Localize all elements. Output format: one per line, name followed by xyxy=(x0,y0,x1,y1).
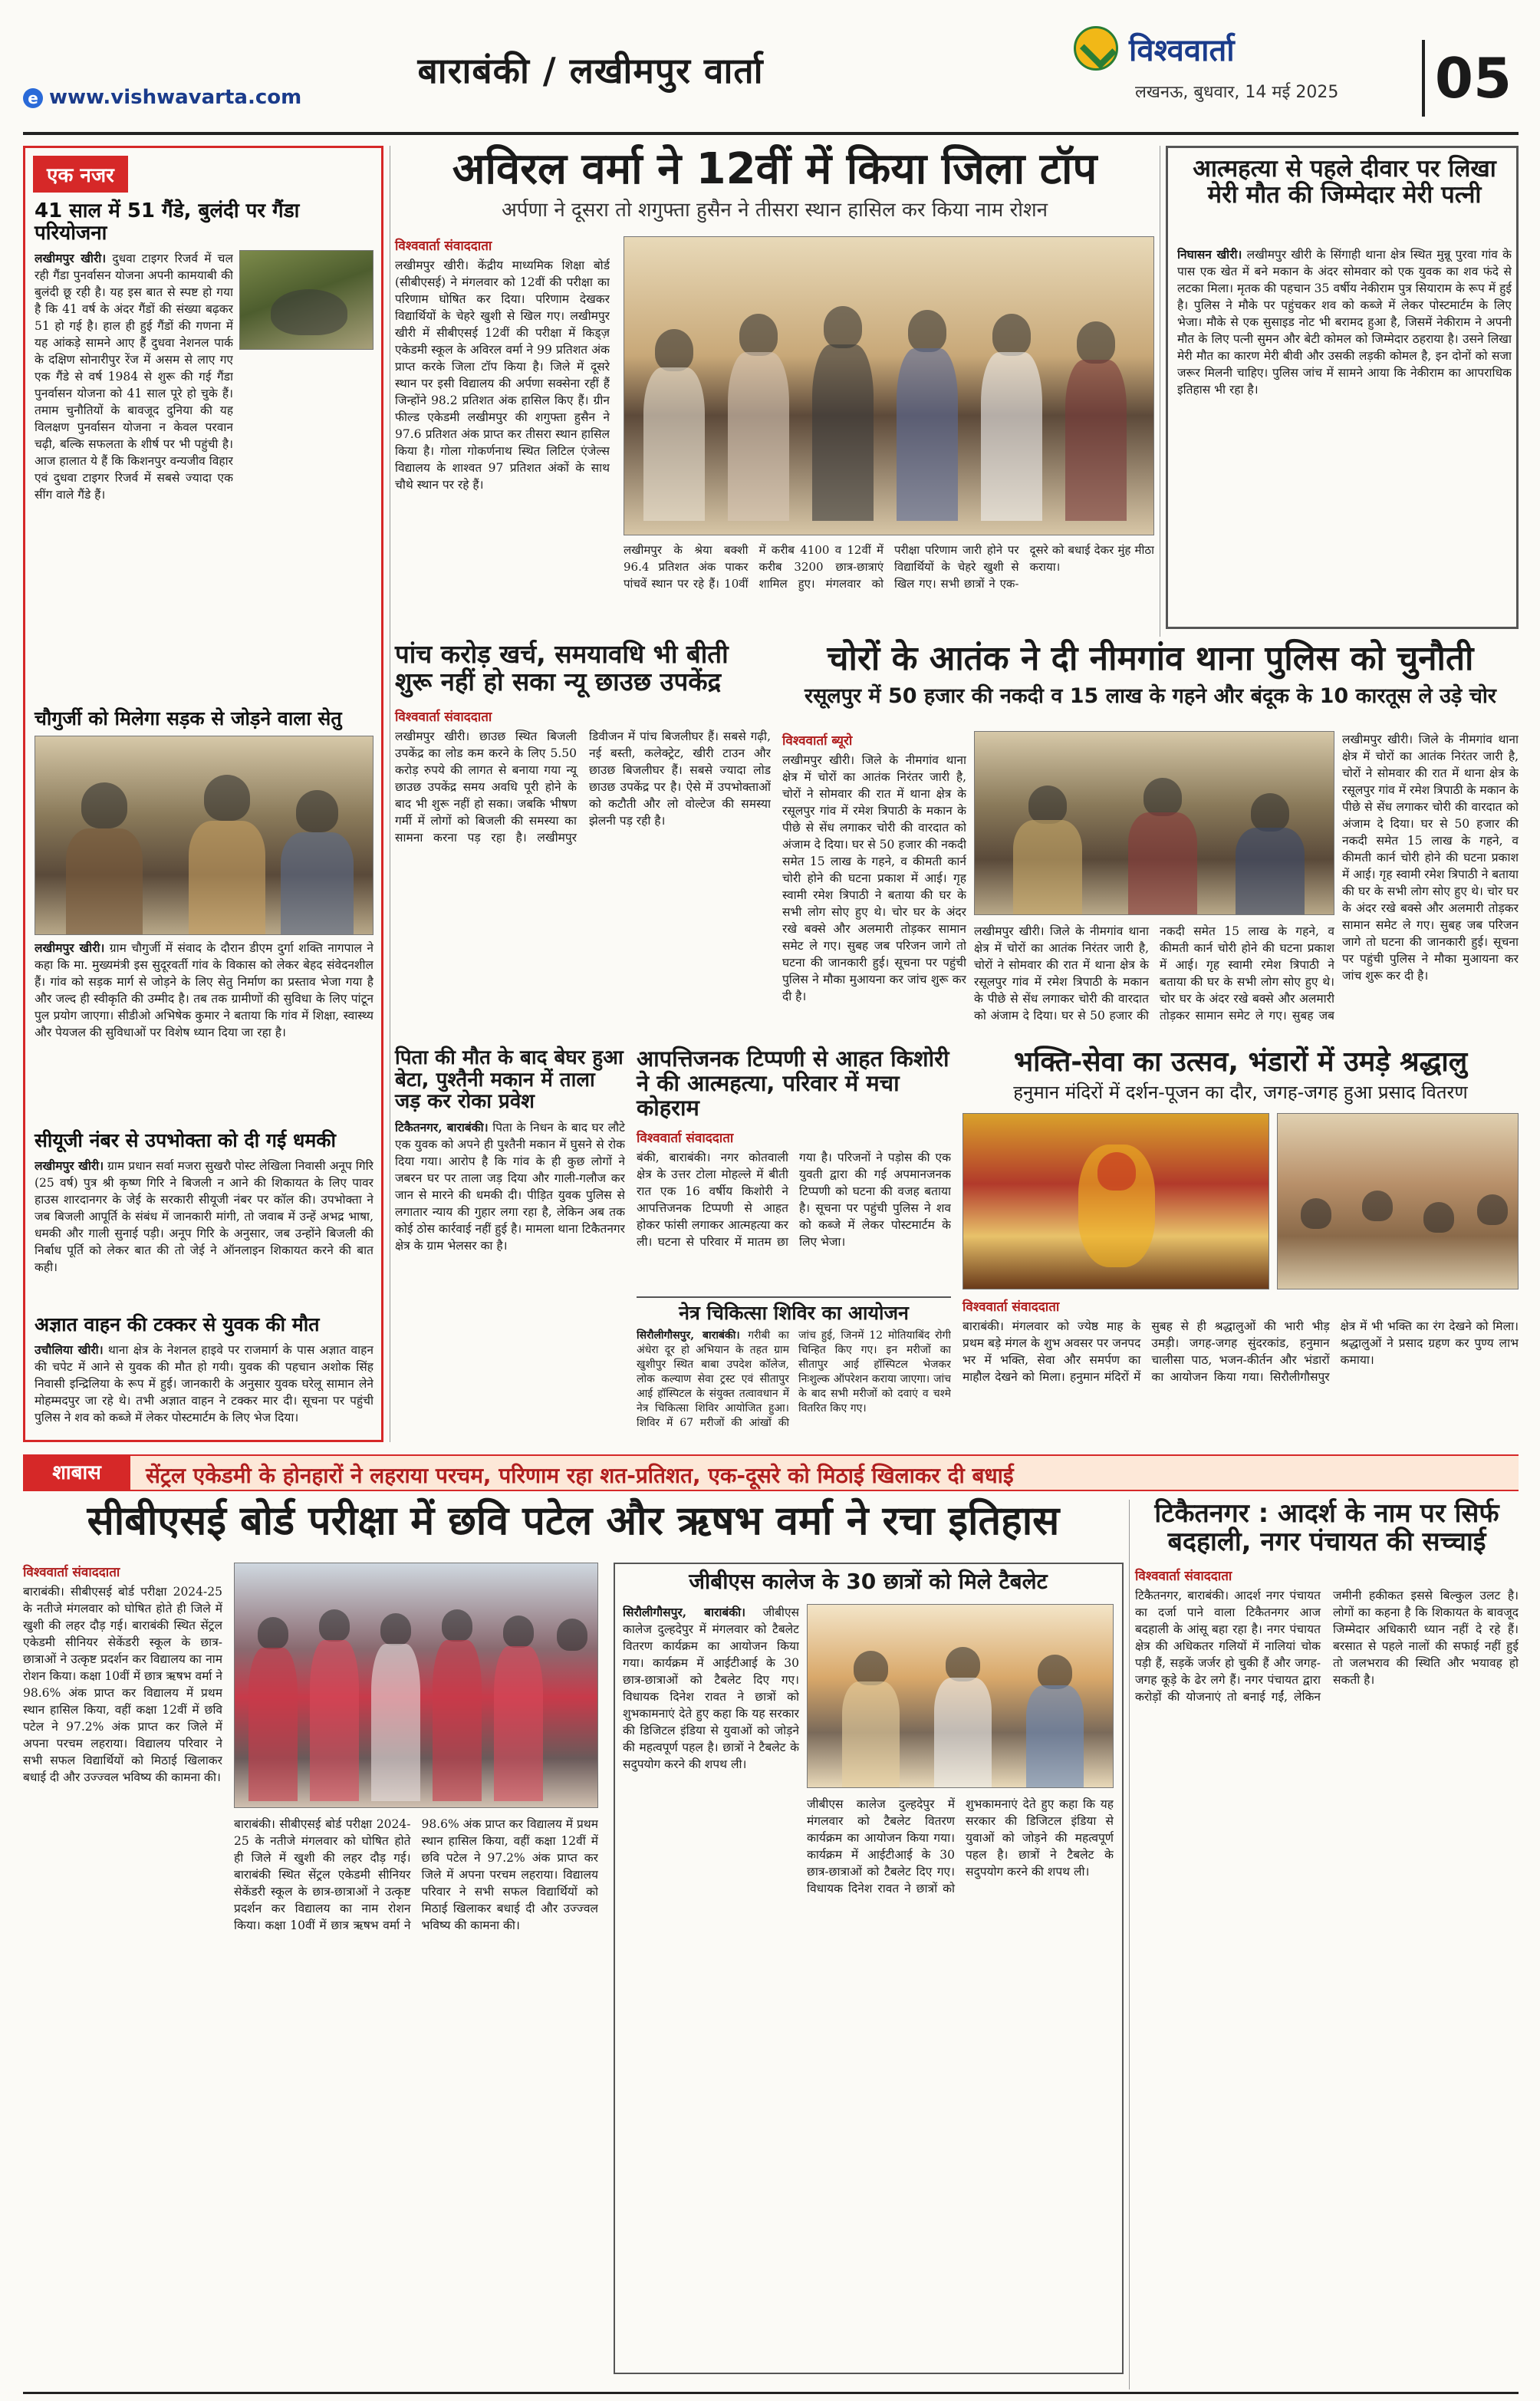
story-text: बंकी, बाराबंकी। नगर कोतवाली क्षेत्र के उत्तर टोला मोहल्ले में बीती रात एक 16 वर्षीय किशोरी ने आपत्तिजनक टिप्पणी से आहत होकर फांसी लगाकर आत्महत्या कर ली। घटना से परिवार में मातम छा गया है। परिजनों ने पड़ोस की एक युवती द्वारा की गई अपमानजनक टिप्पणी को घटना की वजह बताया है। सूचना पर पहुंची पुलिस ने शव को कब्जे में लेकर पोस्टमार्टम के लिए भेजा। xyxy=(637,1150,951,1249)
brand xyxy=(1074,26,1235,71)
tablet-text-cont: जीबीएस कालेज दुल्हदेपुर में मंगलवार को टैबलेट वितरण कार्यक्रम का आयोजन किया गया। कार्यक्रम में आईटीआई के 30 छात्र-छात्राओं को टैबलेट दिए गए। विधायक दिनेश रावत ने छात्रों को शुभकामनाएं देते हुए कहा कि यह सरकार की डिजिटल इंडिया से युवाओं को जोड़ने की महत्वपूर्ण पहल है। छात्रों ने टैबलेट के सदुपयोग करने की शपथ ली। xyxy=(807,1797,1114,1895)
tablet-box xyxy=(614,1563,1124,2374)
page-number: 05 xyxy=(1422,40,1522,117)
story-substation xyxy=(395,641,771,1039)
story-byline: टिकैतनगर, बाराबंकी। xyxy=(395,1119,489,1135)
byline: विश्ववार्ता संवाददाता xyxy=(395,239,492,254)
story-text: उचौलिया खीरी। थाना क्षेत्र के नेशनल हाइवे पर राजमार्ग के पास अज्ञात वाहन की चपेट में आने से युवक की मौत हो गयी। युवक की पहचान अशोक सिंह निवासी इन्द्रिलिया के रूप में हुई। जानकारी के अनुसार युवक घरेलू सामान लेने मोहम्मदपुर जा रहे थे। तभी अज्ञात वाहन ने टक्कर मार दी। सूचना पर पहुंची पुलिस ने शव को कब्जे में लेकर पोस्टमार्टम के लिए भेज दिया। xyxy=(35,1342,373,1424)
thieves-photo xyxy=(974,731,1334,915)
meeting-photo xyxy=(35,736,373,935)
story-rhino xyxy=(35,200,373,695)
byline: विश्ववार्ता संवाददाता xyxy=(962,1299,1060,1315)
section-title: बाराबंकी / लखीमपुर वार्ता xyxy=(417,50,764,91)
story-text: बाराबंकी। मंगलवार को ज्येष्ठ माह के प्रथम बड़े मंगल के शुभ अवसर पर जनपद भर में भक्ति, सेवा और समर्पण का माहौल देखने को मिला। हनुमान मंदिरों में सुबह से ही श्रद्धालुओं की भारी भीड़ उमड़ी। जगह-जगह सुंदरकांड, हनुमान चालीसा पाठ, भजन-कीर्तन और भंडारों का आयोजन किया गया। सिरौलीगौसपुर क्षेत्र में भी भक्ति का रंग देखने को मिला। श्रद्धालुओं ने प्रसाद ग्रहण कर पुण्य लाभ कमाया। xyxy=(962,1319,1519,1384)
cbse-text-cont: बाराबंकी। सीबीएसई बोर्ड परीक्षा 2024-25 के नतीजे मंगलवार को घोषित होते ही जिले में खुशी की लहर दौड़ गई। बाराबंकी स्थित सेंट्रल एकेडमी सीनियर सेकेंडरी स्कूल के छात्र-छात्राओं ने उत्कृष्ट प्रदर्शन कर विद्यालय का नाम रोशन किया। कक्षा 10वीं में छात्र ऋषभ वर्मा ने 98.6% अंक प्राप्त कर विद्यालय में प्रथम स्थान हासिल किया, वहीं कक्षा 12वीं में छवि पटेल ने 97.2% अंक प्राप्त कर जिले में अपना परचम लहराया। विद्यालय परिवार ने सभी सफल विद्यार्थियों को मिठाई खिलाकर बधाई दी और उज्ज्वल भविष्य की कामना की। xyxy=(234,1817,598,1932)
lead-subheadline: अर्पणा ने दूसरा तो शगुफ्ता हुसैन ने तीसरा स्थान हासिल कर किया नाम रोशन xyxy=(501,198,1048,222)
story-headline: टिकैतनगर : आदर्श के नाम पर सिर्फ बदहाली, नगर पंचायत की सच्चाई xyxy=(1154,1498,1499,1558)
story-headline: आत्महत्या से पहले दीवार पर लिखा मेरी मौत की जिम्मेदार मेरी पत्नी xyxy=(1193,155,1496,209)
story-bridge xyxy=(35,708,373,1116)
story-text: सिरौलीगौसपुर, बाराबंकी। जीबीएस कालेज दुल्हदेपुर में मंगलवार को टैबलेट वितरण कार्यक्रम का आयोजन किया गया। कार्यक्रम में आईटीआई के 30 छात्र-छात्राओं को टैबलेट दिए गए। विधायक दिनेश रावत ने छात्रों को शुभकामनाएं देते हुए कहा कि यह सरकार की डिजिटल इंडिया से युवाओं को जोड़ने की महत्वपूर्ण पहल है। छात्रों ने टैबलेट के सदुपयोग करने की शपथ ली। xyxy=(623,1605,799,1771)
story-accident xyxy=(35,1314,373,1434)
brand-name: विश्ववार्ता xyxy=(1129,32,1235,68)
story-headline: जीबीएस कालेज के 30 छात्रों को मिले टैबलेट xyxy=(689,1569,1048,1594)
site-url[interactable]: e www.vishwavarta.com xyxy=(23,86,301,109)
temple-photo xyxy=(962,1113,1269,1289)
lead-text-col xyxy=(395,236,610,641)
story-headline: नेत्र चिकित्सा शिविर का आयोजन xyxy=(679,1302,909,1324)
story-text: सिरौलीगौसपुर, बाराबंकी। गरीबी का अंधेरा दूर हो अभियान के तहत ग्राम खुशीपुर स्थित बाबा उपदेश कॉलेज, लोक कल्याण सेवा ट्रस्ट एवं सीतापुर आई हॉस्पिटल के संयुक्त तत्वावधान में नेत्र चिकित्सा शिविर आयोजित हुआ। शिविर में 67 मरीजों की आंखों की जांच हुई, जिनमें 12 मोतियाबिंद रोगी चिन्हित किए गए। इन मरीजों का सीतापुर आई हॉस्पिटल भेजकर निःशुल्क ऑपरेशन कराया जाएगा। जांच के बाद सभी मरीजों को दवाएं व चश्मे वितरित किए गए। xyxy=(637,1329,951,1429)
column-rule xyxy=(1129,1500,1130,2389)
logo-icon xyxy=(1074,26,1118,71)
toppers-photo xyxy=(624,236,1154,535)
tablet-photo xyxy=(807,1604,1114,1788)
lead-text: लखीमपुर खीरी। केंद्रीय माध्यमिक शिक्षा बोर्ड (सीबीएसई) ने मंगलवार को 12वीं की परीक्षा का परिणाम घोषित कर दिया। परिणाम देखकर विद्यार्थियों के चेहरे खुशी से खिल गए। लखीमपुर खीरी में सीबीएसई 12वीं की परीक्षा में किड्ज़ एकेडमी स्कूल के अविरल वर्मा ने 99 प्रतिशत अंक प्राप्त करके जिला टॉप किया है। जिले में दूसरे स्थान पर इसी विद्यालय की अर्पणा सक्सेना रहीं हैं जिन्होंने 98.2 प्रतिशत अंक हासिल किए हैं। ग्रीन फील्ड एकेडमी लखीमपुर की शगुफ्ता हुसैन ने 97.6 प्रतिशत अंक प्राप्त कर तीसरा स्थान हासिल किया है। गोला गोकर्णनाथ स्थित लिटिल एंजेल्स विद्यालय के शाश्वत 97 प्रतिशत अंकों के साथ चौथे स्थान पर रहे हैं। xyxy=(395,259,610,492)
story-text: लखीमपुर खीरी। ग्राम चौगुर्जी में संवाद के दौरान डीएम दुर्गा शक्ति नागपाल ने कहा कि मा. मुख्यमंत्री इस सुदूरवर्ती गांव के विकास को लेकर बेहद संवेदनशील हैं। गांव को सड़क मार्ग से जोड़ने के लिए सेतु निर्माण का प्रस्ताव भेजा गया है और जल्द ही स्वीकृति की उम्मीद है। तब तक ग्रामीणों की सुविधा के लिए पांटून पुल प्रयोग जाएगा। सीडीओ अभिषेक कुमार ने बताया कि गांव में शिक्षा, स्वास्थ्य और पेयजल की सुविधाओं पर विशेष ध्यान दिया जा रहा है। xyxy=(35,940,373,1039)
story-thieves xyxy=(782,641,1519,1039)
story-byline: सिरौलीगौसपुर, बाराबंकी। xyxy=(623,1605,746,1619)
banner-label: शाबास xyxy=(23,1456,130,1490)
thieves-text-col xyxy=(782,731,966,1043)
story-byline: लखीमपुर खीरी। xyxy=(35,1158,104,1173)
bottom-rule xyxy=(23,2392,1519,2394)
story-headline: भक्ति-सेवा का उत्सव, भंडारों में उमड़े श्रद्धालु xyxy=(1013,1046,1468,1078)
banner-text: सेंट्रल एकेडमी के होनहारों ने लहराया परचम, परिणाम रहा शत-प्रतिशत, एक-दूसरे को मिठाई खिलाकर दी बधाई xyxy=(146,1463,1014,1488)
shabas-banner xyxy=(23,1454,1519,1491)
story-headline: सीयूजी नंबर से उपभोक्ता को दी गई धमकी xyxy=(35,1129,336,1151)
story-byline: निघासन खीरी। xyxy=(1177,247,1242,262)
byline: विश्ववार्ता संवाददाता xyxy=(23,1565,120,1580)
story-headline: पांच करोड़ खर्च, समयावधि भी बीती शुरू नहीं हो सका न्यू छाउछ उपकेंद्र xyxy=(395,639,729,697)
story-text: टिकैतनगर, बाराबंकी। आदर्श नगर पंचायत का दर्जा पाने वाला टिकैतनगर आज बदहाली के आंसू बहा रहा है। नगर पंचायत क्षेत्र की अधिकतर गलियों में नालियां चोक पड़ी हैं, सड़कें जर्जर हो चुकी हैं और जगह-जगह कूड़े के ढेर लगे हैं। नगर पंचायत द्वारा करोड़ों की योजनाएं तो बनाई गईं, लेकिन जमीनी हकीकत इससे बिल्कुल उलट है। लोगों का कहना है कि शिकायत के बावजूद जिम्मेदार अधिकारी ध्यान नहीं दे रहे हैं। बरसात से पहले नालों की सफाई नहीं हुई तो जलभराव की स्थिति और भयावह हो सकती है। xyxy=(1135,1588,1519,1704)
story-text-cont2: लखीमपुर खीरी। जिले के नीमगांव थाना क्षेत्र में चोरों का आतंक निरंतर जारी है, चोरों ने सोमवार की रात में थाना क्षेत्र के रसूलपुर गांव में रमेश त्रिपाठी के मकान के पीछे से सेंध लगाकर चोरी की वारदात को अंजाम दे दिया। घर से 50 हजार की नकदी समेत 15 लाख के गहने, व कीमती कार्न चोरी होने की घटना प्रकाश में आई। गृह स्वामी रमेश त्रिपाठी ने बताया की घर के सभी लोग सोए हुए थे। चोर घर के अंदर रखे बक्से और अलमारी तोड़कर सामान समेट ले गए। सुबह जब परिजन जागे तो घटना की जानकारी हुई। सूचना पर पहुंची पुलिस ने मौका मुआयना कर जांच शुरू कर दी है। xyxy=(1342,733,1519,983)
story-text: बाराबंकी। सीबीएसई बोर्ड परीक्षा 2024-25 के नतीजे मंगलवार को घोषित होते ही जिले में खुशी की लहर दौड़ गई। बाराबंकी स्थित सेंट्रल एकेडमी सीनियर सेकेंडरी स्कूल के छात्र-छात्राओं ने उत्कृष्ट प्रदर्शन कर विद्यालय का नाम रोशन किया। कक्षा 10वीं में छात्र ऋषभ वर्मा ने 98.6% अंक प्राप्त कर विद्यालय में प्रथम स्थान हासिल किया, वहीं कक्षा 12वीं में छवि पटेल ने 97.2% अंक प्राप्त कर जिले में अपना परचम लहराया। विद्यालय परिवार ने सभी सफल विद्यार्थियों को मिठाई खिलाकर बधाई दी और उज्ज्वल भविष्य की कामना की। xyxy=(23,1585,222,1784)
story-headline: आपत्तिजनक टिप्पणी से आहत किशोरी ने की आत्महत्या, परिवार में मचा कोहराम xyxy=(637,1046,949,1121)
story-text: लखीमपुर खीरी। ग्राम प्रधान सर्वा मजरा सुखरौ पोस्ट लेखिला निवासी अनूप गिरि (25 वर्ष) पुत्र श्री कृष्ण गिरि ने बिजली न आने की शिकायत के लिए पावर हाउस शारदानगर के जेई के सरकारी सीयूजी नंबर पर कॉल की। उपभोक्ता ने जब बिजली आपूर्ति के संबंध में जानकारी मांगी, तो जवाब में उन्हें अभद्र भाषा, धमकी और गाली सुनाई पड़ी। अनूप गिरि के अनुसार, जब उन्होंने बिजली की निर्बाध पूर्ति को लेकर बात की तो जेई ने ऑनलाइन शिकायत करने की बात कही। xyxy=(35,1158,373,1274)
story-text-cont: लखीमपुर खीरी। जिले के नीमगांव थाना क्षेत्र में चोरों का आतंक निरंतर जारी है, चोरों ने सोमवार की रात में थाना क्षेत्र के रसूलपुर गांव में रमेश त्रिपाठी के मकान के पीछे से सेंध लगाकर चोरी की वारदात को अंजाम दे दिया। घर से 50 हजार की नकदी समेत 15 लाख के गहने, व कीमती कार्न चोरी होने की घटना प्रकाश में आई। गृह स्वामी रमेश त्रिपाठी ने बताया की घर के सभी लोग सोए हुए थे। चोर घर के अंदर रखे बक्से और अलमारी तोड़कर सामान समेट ले गए। सुबह जब xyxy=(974,924,1334,1023)
story-text: टिकैतनगर, बाराबंकी। पिता के निधन के बाद घर लौटे एक युवक को अपने ही पुश्तैनी मकान में घुसने से रोक दिया गया। आरोप है कि गांव के ही कुछ लोगों ने जबरन घर पर ताला जड़ दिया और गाली-गलौज कर जान से मारने की धमकी दी। पीड़ित युवक पुलिस से लगातार न्याय की गुहार लगा रहा है, लेकिन अब तक कोई ठोस कार्रवाई नहीं हुई है। मामला थाना टिकैतनगर क्षेत्र के ग्राम भेलसर का है। xyxy=(395,1119,625,1253)
dateline: लखनऊ, बुधवार, 14 मई 2025 xyxy=(1135,83,1339,102)
cbse-text-col xyxy=(23,1563,222,2381)
story-bhandara xyxy=(962,1047,1519,1446)
masthead xyxy=(0,0,1540,138)
byline: विश्ववार्ता संवाददाता xyxy=(637,1130,734,1146)
story-headline: पिता की मौत के बाद बेघर हुआ बेटा, पुश्तैनी मकान में ताला जड़ कर रोका प्रवेश xyxy=(395,1046,624,1114)
suicide-note-box xyxy=(1166,146,1519,629)
lead-story xyxy=(395,146,1154,629)
story-byline: लखीमपुर खीरी। xyxy=(35,251,107,266)
lead-caption: लखीमपुर के श्रेया बक्शी 96.4 प्रतिशत अंक पाकर पांचवें स्थान पर रहे हैं। 10वीं में करीब 4100 व 12वीं में करीब 3200 छात्र-छात्राएं शामिल हुए। मंगलवार को परीक्षा परिणाम जारी होने पर विद्यार्थियों के चेहरे खुशी से खिल गए। सभी छात्रों ने एक-दूसरे को बधाई देकर मुंह मीठा कराया। xyxy=(624,543,1154,591)
story-headline: सीबीएसई बोर्ड परीक्षा में छवि पटेल और ऋषभ वर्मा ने रचा इतिहास xyxy=(87,1498,1060,1544)
students-photo xyxy=(234,1563,598,1808)
story-text: लखीमपुर खीरी। दुधवा टाइगर रिजर्व में चल रही गैंडा पुनर्वासन योजना अपनी कामयाबी की बुलंदी छू रही है। यह इस बात से स्पष्ट हो गया है कि 41 वर्ष के अंदर गैंडों की संख्या बढ़कर 51 हो गई है। हाल ही हुई गैंडों की गणना में यह आंकड़े सामने आए हैं दुधवा नेशनल पार्क के दक्षिण सोनारीपुर रेंज में असम से लाए गए एक गैंडे से वर्ष 1984 से शुरू की गई गैंडा पुनर्वासन योजना को 41 साल पूरे हो चुके हैं। तमाम चुनौतियों के बावजूद दुनिया की यह विलक्षण पुनर्वासन योजना न केवल परवान चढ़ी, बल्कि सफलता के शीर्ष पर भी पहुंची है। आज हालात ये हैं कि किशनपुर वन्यजीव विहार एवं दुधवा टाइगर रिजर्व में सबसे ज्यादा एक सींग वाले गैंडे हैं। xyxy=(35,251,233,502)
story-threat xyxy=(35,1130,373,1319)
byline: विश्ववार्ता संवाददाता xyxy=(395,709,492,725)
lead-headline: अविरल वर्मा ने 12वीं में किया जिला टॉप xyxy=(452,144,1097,194)
story-byline: सिरौलीगौसपुर, बाराबंकी। xyxy=(637,1329,740,1342)
byline: विश्ववार्ता ब्यूरो xyxy=(782,733,853,749)
story-text: लखीमपुर खीरी। छाउछ स्थित बिजली उपकेंद्र का लोड कम करने के लिए 5.50 करोड़ रुपये की लागत से बनाया गया न्यू छाउछ उपकेंद्र समय अवधि पूरी होने के बाद भी शुरू नहीं हो सका। जबकि भीषण गर्मी में लोगों को बिजली की समस्या का सामना करना पड़ रहा है। लखीमपुर डिवीजन में पांच बिजलीघर हैं। सबसे गढ़ी, नई बस्ती, कलेक्ट्रेट, खीरी टाउन और छाउछ बिजलीघर हैं। सबसे ज्यादा लोड छाउछ उपकेंद्र पर है। ऐसे में उपभोक्ताओं को कटौती और लो वोल्टेज की समस्या झेलनी पड़ रही है। xyxy=(395,729,771,845)
eye-camp-story xyxy=(637,1296,951,1446)
story-subheadline: हनुमान मंदिरों में दर्शन-पूजन का दौर, जगह-जगह हुआ प्रसाद वितरण xyxy=(1013,1081,1468,1103)
story-byline: उचौलिया खीरी। xyxy=(35,1342,104,1357)
story-subheadline: रसूलपुर में 50 हजार की नकदी व 15 लाख के गहने और बंदूक के 10 कारतूस ले उड़े चोर xyxy=(805,684,1496,709)
byline: विश्ववार्ता संवाददाता xyxy=(1135,1568,1232,1584)
story-text: निघासन खीरी। लखीमपुर खीरी के सिंगाही थाना क्षेत्र स्थित मुन्नू पुरवा गांव के पास एक खेत में बने मकान के अंदर सोमवार को एक युवक का शव फंदे से लटका मिला। मृतक की पहचान 35 वर्षीय नेकीराम पुत्र सियाराम के रूप में हुई है। पुलिस ने मौके पर पहुंचकर शव को कब्जे में लेकर पोस्टमार्टम के लिए भेजा। मौके से एक सुसाइड नोट भी बरामद हुआ है, जिसमें नेकीराम ने अपनी मौत के लिए पत्नी सुमन और बेटी कोमल को जिम्मेदार ठहराया है। उसने लिखा मेरी मौत का कारण मेरी बीवी और उसकी लड़की कोमल है, इन दोनों को सजा जरूर मिलनी चाहिए। पुलिस जांच में सामने आया कि नेकीराम का आपराधिक इतिहास भी रहा है। xyxy=(1177,247,1512,397)
story-cbse xyxy=(23,1500,1124,2389)
story-text: लखीमपुर खीरी। जिले के नीमगांव थाना क्षेत्र में चोरों का आतंक निरंतर जारी है, चोरों ने सोमवार की रात में थाना क्षेत्र के रसूलपुर गांव में रमेश त्रिपाठी के मकान के पीछे से सेंध लगाकर चोरी की वारदात को अंजाम दे दिया। घर से 50 हजार की नकदी समेत 15 लाख के गहने, व कीमती कार्न चोरी होने की घटना प्रकाश में आई। गृह स्वामी रमेश त्रिपाठी ने बताया की घर के सभी लोग सोए हुए थे। चोर घर के अंदर रखे बक्से और अलमारी तोड़कर सामान समेट ले गए। सुबह जब परिजन जागे तो घटना की जानकारी हुई। सूचना पर पहुंची पुलिस ने मौका मुआयना कर जांच शुरू कर दी है। xyxy=(782,753,966,1003)
header-rule xyxy=(23,132,1519,135)
story-tikaitnagar xyxy=(1135,1500,1519,2389)
story-headline: चौगुर्जी को मिलेगा सड़क से जोड़ने वाला सेतु xyxy=(35,707,342,730)
story-headline: चोरों के आतंक ने दी नीमगांव थाना पुलिस को चुनौती xyxy=(827,639,1474,678)
story-byline: लखीमपुर खीरी। xyxy=(35,940,105,955)
section-tag: एक नजर xyxy=(33,156,128,193)
story-headline: अज्ञात वाहन की टक्कर से युवक की मौत xyxy=(35,1313,320,1336)
story-headline: 41 साल में 51 गैंडे, बुलंदी पर गैंडा परियोजना xyxy=(35,199,300,245)
story-father xyxy=(395,1047,625,1446)
bhandara-text xyxy=(962,1297,1519,1444)
rhino-photo xyxy=(239,250,373,350)
e-browser-icon: e xyxy=(23,88,43,108)
bhandara-photo xyxy=(1277,1113,1519,1289)
ek-nazar-box xyxy=(23,146,383,1442)
